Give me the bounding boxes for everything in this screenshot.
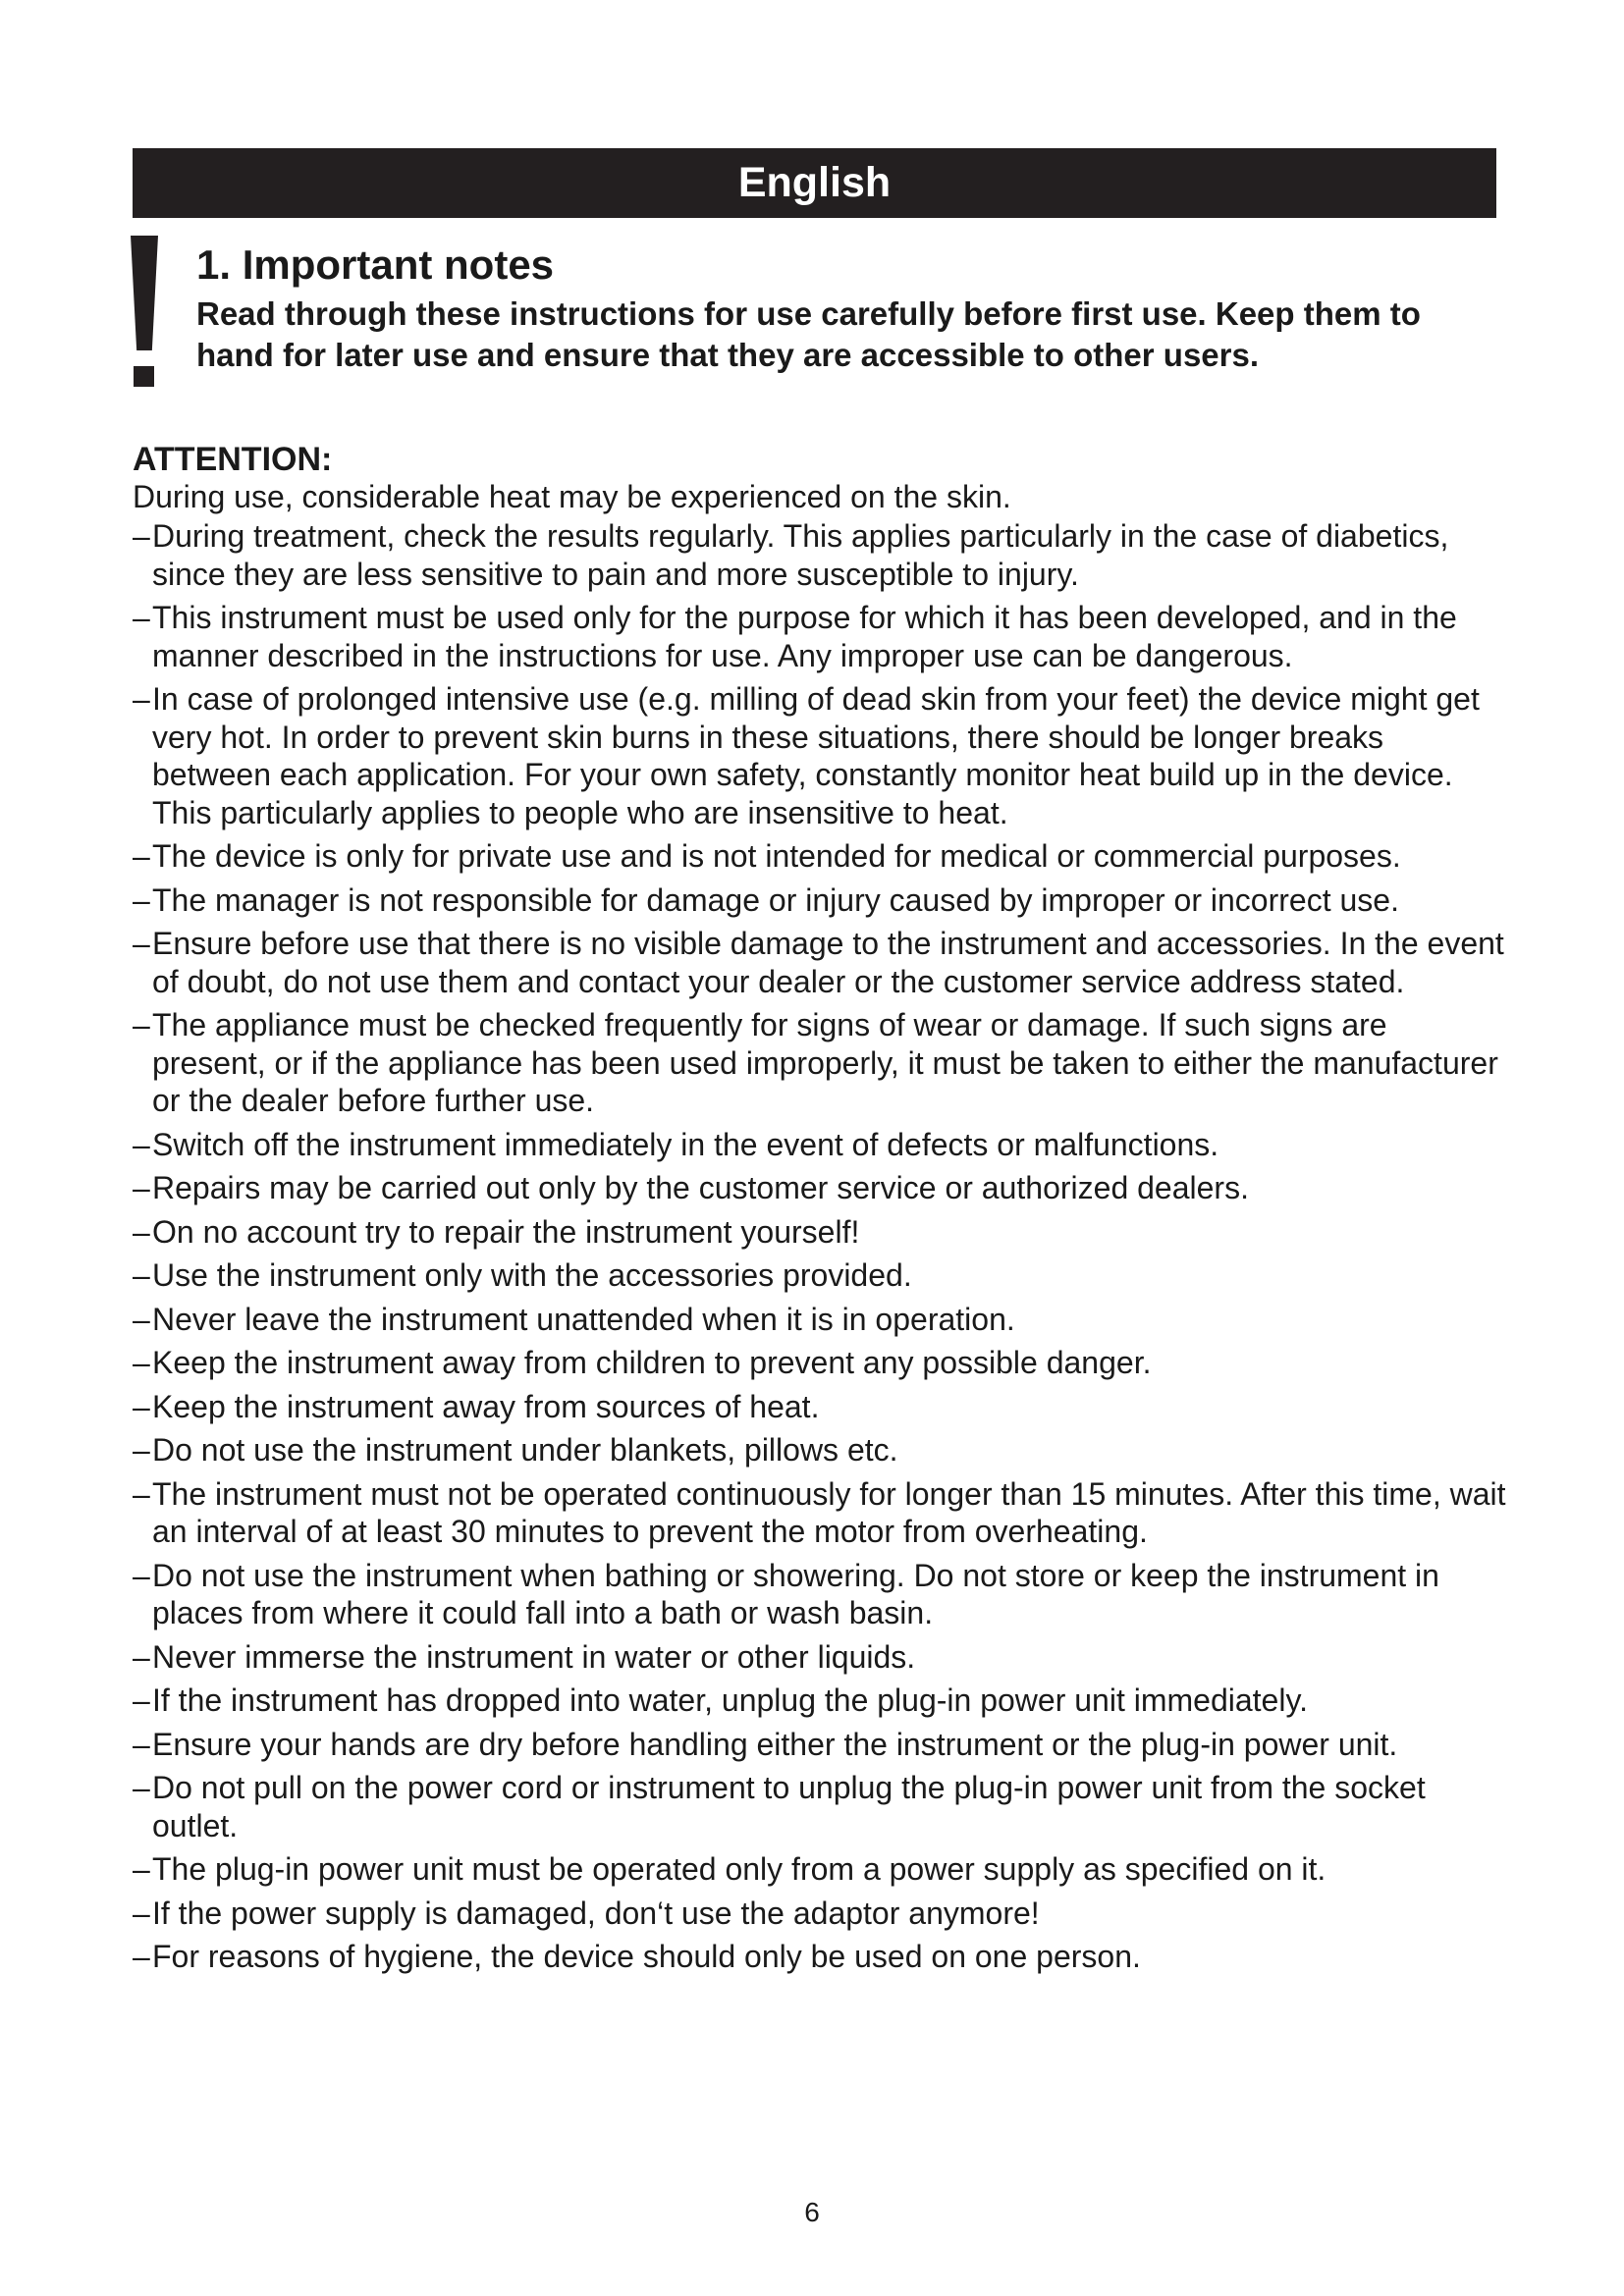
dash-bullet: –	[133, 1475, 150, 1512]
list-item	[133, 1895, 1507, 1933]
dash-bullet: –	[133, 1895, 150, 1931]
page-number: 6	[804, 2197, 820, 2227]
list-item	[133, 1682, 1507, 1720]
exclamation-dot	[134, 366, 154, 387]
list-item-text: The manager is not responsible for damage or injury caused by improper or incorrect use.	[152, 881, 1399, 918]
dash-bullet: –	[133, 838, 150, 874]
dash-bullet: –	[133, 926, 150, 961]
list-item-text: Do not pull on the power cord or instrument to unplug the plug-in power unit from the socket outlet.	[152, 1770, 1426, 1843]
exclamation-stem	[131, 236, 158, 350]
list-item	[133, 837, 1507, 876]
list-item-text: On no account try to repair the instrument yourself!	[152, 1213, 860, 1250]
language-header-bar	[133, 148, 1496, 218]
dash-bullet: –	[133, 881, 150, 918]
list-item	[133, 1638, 1507, 1677]
list-item-text: During treatment, check the results regularly. This applies particularly in the case of diabetics, since they are less sensitive to pain and more susceptible to injury.	[152, 518, 1449, 592]
dash-bullet: –	[133, 681, 150, 717]
dash-bullet: –	[133, 1007, 150, 1042]
dash-bullet: –	[133, 1851, 150, 1887]
dash-bullet: –	[133, 1726, 150, 1762]
list-item	[133, 1126, 1507, 1164]
dash-bullet: –	[133, 1432, 150, 1468]
dash-bullet: –	[133, 1345, 150, 1380]
dash-bullet: –	[133, 1939, 150, 1974]
dash-bullet: –	[133, 1213, 150, 1250]
warning-exclamation-icon	[131, 236, 158, 387]
list-item-text: The appliance must be checked frequently for signs of wear or damage. If such signs are present, or if the appliance has been used improperly, it must be taken to either the manufacturer or the dealer before further use.	[152, 1007, 1498, 1118]
list-item-text: If the instrument has dropped into water, unplug the plug-in power unit immediately.	[152, 1682, 1308, 1718]
list-item-text: This instrument must be used only for the purpose for which it has been developed, and in the manner described in the instructions for use. Any improper use can be dangerous.	[152, 600, 1457, 673]
list-item	[133, 1256, 1507, 1295]
dash-bullet: –	[133, 1388, 150, 1424]
list-item	[133, 1301, 1507, 1339]
list-item	[133, 1938, 1507, 1976]
intro-paragraph: Read through these instructions for use carefully before first use. Keep them to hand for later use and ensure that they are accessible to other users.	[196, 295, 1421, 373]
list-item-text: Ensure before use that there is no visible damage to the instrument and accessories. In the event of doubt, do not use them and contact your dealer or the customer service address stated.	[152, 926, 1504, 999]
list-item	[133, 881, 1507, 920]
list-item-text: Keep the instrument away from sources of heat.	[152, 1388, 820, 1424]
list-item	[133, 1557, 1507, 1632]
list-item	[133, 680, 1507, 831]
list-item-text: Repairs may be carried out only by the customer service or authorized dealers.	[152, 1170, 1249, 1205]
dash-bullet: –	[133, 1770, 150, 1805]
dash-bullet: –	[133, 1170, 150, 1205]
list-item	[133, 1388, 1507, 1426]
list-item	[133, 1769, 1507, 1844]
list-item-text: Never leave the instrument unattended when it is in operation.	[152, 1301, 1015, 1337]
list-item	[133, 1475, 1507, 1551]
attention-list	[133, 517, 1507, 1982]
list-item	[133, 517, 1507, 593]
list-item-text: Do not use the instrument when bathing or showering. Do not store or keep the instrument in places from where it could fall into a bath or wash basin.	[152, 1557, 1439, 1630]
list-item	[133, 1850, 1507, 1889]
list-item-text: Use the instrument only with the accessories provided.	[152, 1257, 912, 1293]
section-title: 1. Important notes	[196, 241, 555, 288]
dash-bullet: –	[133, 1126, 150, 1162]
list-item-text: Switch off the instrument immediately in the event of defects or malfunctions.	[152, 1126, 1219, 1162]
list-item-text: Keep the instrument away from children to prevent any possible danger.	[152, 1345, 1152, 1380]
dash-bullet: –	[133, 600, 150, 635]
dash-bullet: –	[133, 1682, 150, 1718]
attention-lead-text: During use, considerable heat may be experienced on the skin.	[133, 479, 1011, 514]
list-item	[133, 1431, 1507, 1469]
dash-bullet: –	[133, 518, 150, 554]
list-item	[133, 1169, 1507, 1207]
list-item-text: Ensure your hands are dry before handling either the instrument or the plug-in power unit.	[152, 1726, 1398, 1762]
list-item-text: Do not use the instrument under blankets, pillows etc.	[152, 1432, 898, 1468]
list-item-text: If the power supply is damaged, don‘t use the adaptor anymore!	[152, 1895, 1040, 1931]
list-item	[133, 925, 1507, 1000]
list-item-text: The plug-in power unit must be operated only from a power supply as specified on it.	[152, 1851, 1326, 1887]
dash-bullet: –	[133, 1557, 150, 1593]
list-item-text: The instrument must not be operated continuously for longer than 15 minutes. After this time, wait an interval of at least 30 minutes to prevent the motor from overheating.	[152, 1475, 1506, 1549]
dash-bullet: –	[133, 1638, 150, 1675]
list-item-text: For reasons of hygiene, the device should only be used on one person.	[152, 1939, 1141, 1974]
list-item-text: Never immerse the instrument in water or other liquids.	[152, 1638, 916, 1675]
list-item-text: In case of prolonged intensive use (e.g. milling of dead skin from your feet) the device might get very hot. In order to prevent skin burns in these situations, there should be longer breaks between each application. For your own safety, constantly monitor heat build up in the device. This particularly applies to people who are insensitive to heat.	[152, 681, 1480, 830]
list-item	[133, 1726, 1507, 1764]
attention-heading: ATTENTION:	[133, 441, 333, 478]
list-item	[133, 1213, 1507, 1252]
dash-bullet: –	[133, 1257, 150, 1293]
language-label: English	[737, 159, 892, 206]
list-item	[133, 1006, 1507, 1120]
list-item	[133, 599, 1507, 674]
list-item	[133, 1344, 1507, 1382]
dash-bullet: –	[133, 1301, 150, 1337]
list-item-text: The device is only for private use and is not intended for medical or commercial purposes.	[152, 838, 1401, 874]
